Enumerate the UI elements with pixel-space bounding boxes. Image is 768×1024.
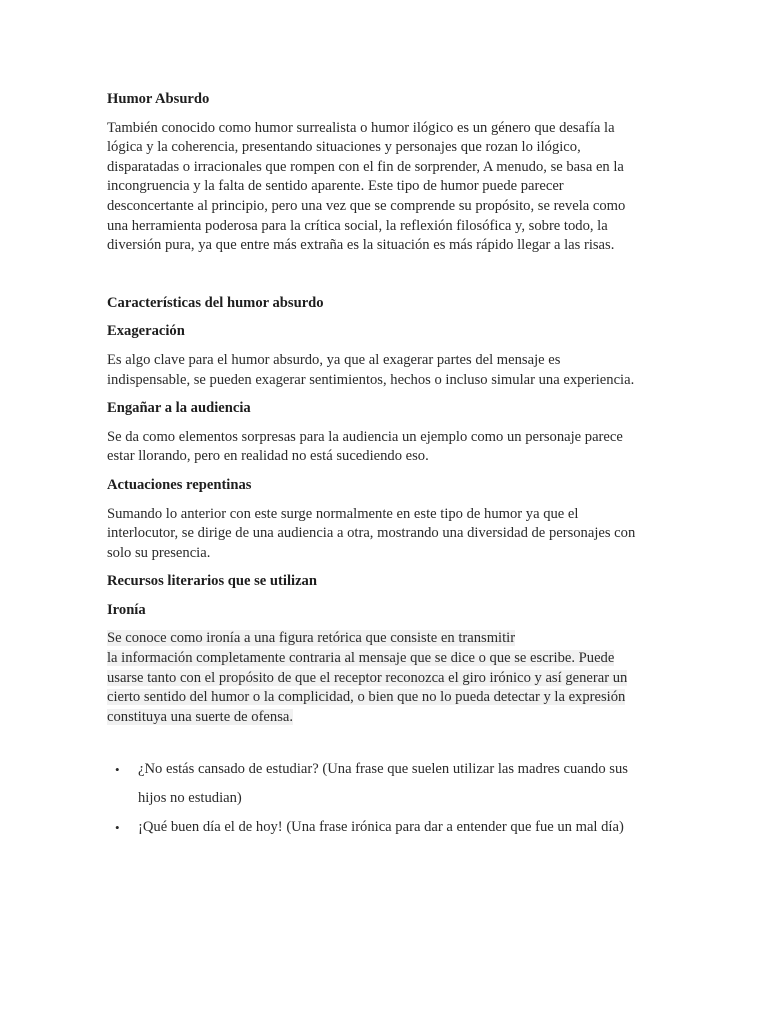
paragraph-line: Sumando lo anterior con este surge normalmente en este tipo de humor ya que el	[107, 505, 579, 522]
irony-paragraph	[107, 629, 667, 727]
paragraph-line: Se conoce como ironía a una figura retórica que consiste en transmitir	[107, 630, 516, 647]
paragraph-line: indispensable, se pueden exagerar sentimientos, hechos o incluso simular una experiencia.	[107, 371, 635, 388]
intro-line: incongruencia y la falta de sentido aparente. Este tipo de humor puede parecer	[107, 178, 564, 195]
intro-line: diversión pura, ya que entre más extraña es la situación es más rápido llegar a las risas.	[107, 237, 615, 254]
irony-heading: Ironía	[107, 601, 146, 618]
characteristics-heading: Características del humor absurdo	[107, 294, 324, 311]
paragraph-line: Se da como elementos sorpresas para la audiencia un ejemplo como un personaje parece	[107, 428, 623, 445]
paragraph-line: Es algo clave para el humor absurdo, ya que al exagerar partes del mensaje es	[107, 351, 561, 368]
list-item	[107, 813, 667, 842]
deceive-heading: Engañar a la audiencia	[107, 400, 251, 417]
intro-line: También conocido como humor surrealista o humor ilógico es un género que desafía la	[107, 119, 615, 136]
document-title: Humor Absurdo	[107, 91, 210, 107]
paragraph-line: interlocutor, se dirige de una audiencia a otra, mostrando una diversidad de personajes con	[107, 525, 636, 542]
resources-heading: Recursos literarios que se utilizan	[107, 573, 317, 590]
paragraph-line: estar llorando, pero en realidad no está sucediendo eso.	[107, 448, 429, 465]
sudden-heading: Actuaciones repentinas	[107, 476, 252, 493]
paragraph-line: cierto sentido del humor o la complicidad, o bien que no lo pueda detectar y la expresión	[107, 689, 626, 706]
intro-paragraph	[107, 119, 667, 256]
bullet-icon: •	[115, 762, 120, 778]
intro-line: lógica y la coherencia, presentando situaciones y personajes que rozan lo ilógico,	[107, 139, 581, 156]
exaggeration-paragraph	[107, 351, 667, 390]
deceive-paragraph	[107, 428, 667, 467]
list-item-line: ¿No estás cansado de estudiar? (Una frase que suelen utilizar las madres cuando sus	[138, 761, 628, 778]
list-item-line: ¡Qué buen día el de hoy! (Una frase irónica para dar a entender que fue un mal día)	[138, 819, 624, 836]
paragraph-line: constituya una suerte de ofensa.	[107, 708, 294, 725]
exaggeration-heading: Exageración	[107, 323, 185, 340]
intro-line: desconcertante al principio, pero una vez que se comprende su propósito, se revela como	[107, 197, 626, 214]
intro-line: una herramienta poderosa para la crítica social, la reflexión filosófica y, sobre todo, la	[107, 217, 608, 234]
paragraph-line: la información completamente contraria al mensaje que se dice o que se escribe. Puede	[107, 650, 615, 667]
intro-line: disparatadas o irracionales que rompen con el fin de sorprender, A menudo, se basa en la	[107, 158, 624, 175]
sudden-paragraph	[107, 505, 667, 564]
irony-examples-list	[107, 755, 667, 842]
paragraph-line: usarse tanto con el propósito de que el receptor reconozca el giro irónico y así generar un	[107, 669, 628, 686]
list-item	[107, 755, 667, 813]
document-page	[107, 90, 667, 842]
bullet-icon: •	[115, 820, 120, 836]
paragraph-line: solo su presencia.	[107, 544, 211, 561]
list-item-line: hijos no estudian)	[138, 790, 242, 807]
